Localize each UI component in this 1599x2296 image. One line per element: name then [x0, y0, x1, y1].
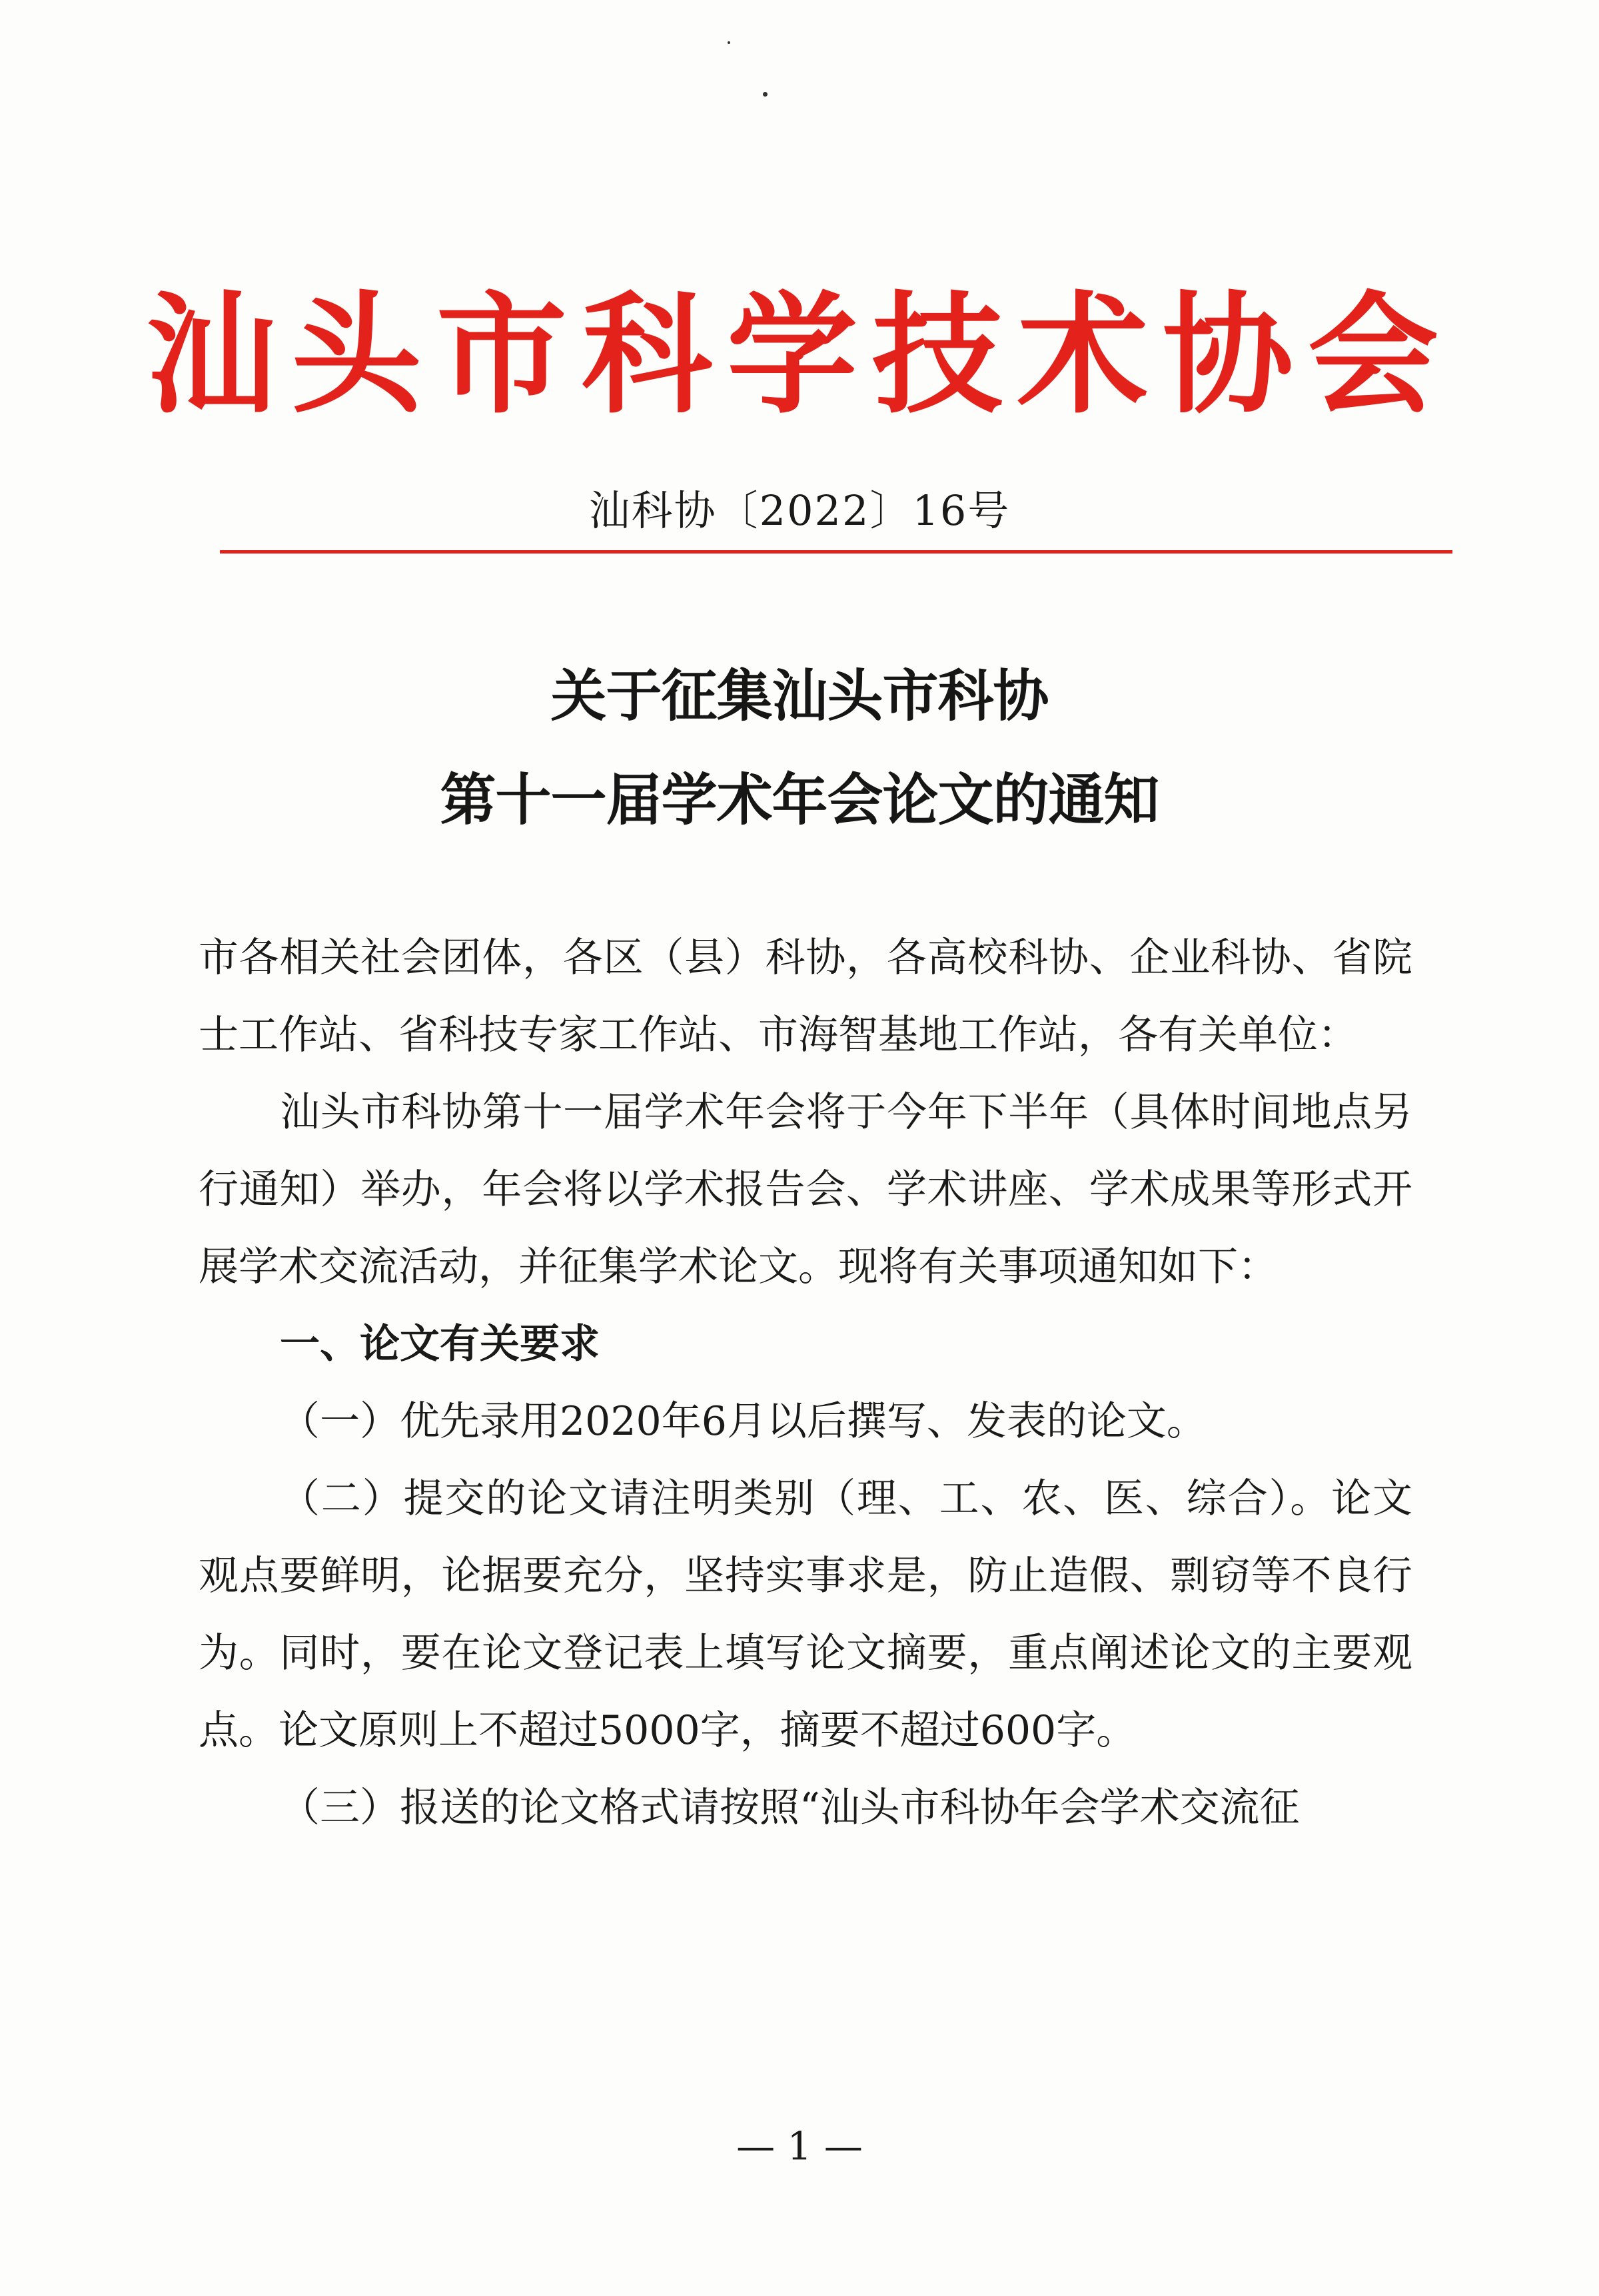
requirement-item-2: （二）提交的论文请注明类别（理、工、农、医、综合）。论文观点要鲜明，论据要充分，坚持实事求是，防止造假、剽窃等不良行为。同时，要在论文登记表上填写论文摘要，重点阐述论文的主要观点。论文原则上不超过5000字，摘要不超过600字。: [199, 1475, 1412, 1754]
scan-speck: [728, 41, 730, 44]
requirement-item-3: （三）报送的论文格式请按照“汕头市科协年会学术交流征: [280, 1784, 1300, 1831]
document-body: [199, 919, 1412, 1846]
requirement-item-1: （一）优先录用2020年6月以后撰写、发表的论文。: [280, 1398, 1207, 1445]
section-heading-1: 一、论文有关要求: [280, 1321, 600, 1367]
intro-paragraph: 汕头市科协第十一届学术年会将于今年下半年（具体时间地点另行通知）举办，年会将以学术报告会、学术讲座、学术成果等形式开展学术交流活动，并征集学术论文。现将有关事项通知如下：: [199, 1089, 1412, 1290]
addressee-paragraph: 市各相关社会团体，各区（县）科协，各高校科协、企业科协、省院士工作站、省科技专家工作站、市海智基地工作站，各有关单位：: [199, 935, 1412, 1058]
issuing-organization-header: 汕头市科学技术协会: [145, 278, 1453, 432]
document-title-line-1: 关于征集汕头市科协: [550, 663, 1049, 729]
page-number: — 1 —: [736, 2123, 863, 2169]
red-divider-line: [220, 550, 1452, 554]
document-title-line-2: 第十一届学术年会论文的通知: [440, 767, 1159, 833]
document-number: 汕科协〔2022〕16号: [588, 486, 1011, 535]
scan-speck: [763, 92, 768, 97]
